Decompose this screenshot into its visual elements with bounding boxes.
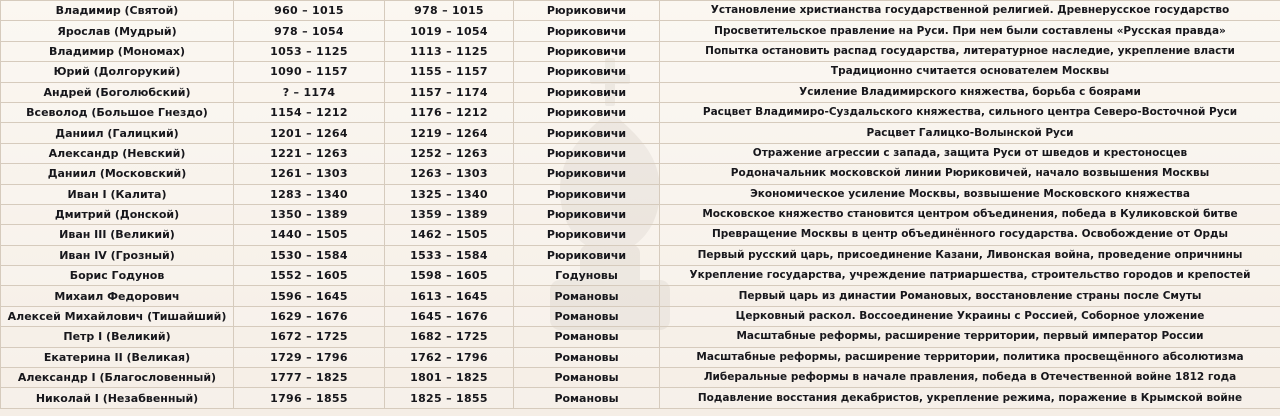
reign-years: 1019 – 1054 (385, 21, 514, 41)
ruler-name: Борис Годунов (1, 266, 234, 286)
table-row (1, 1, 1280, 21)
table-row (1, 368, 1280, 388)
table-row (1, 347, 1280, 367)
ruler-note: Родоначальник московской линии Рюриковичей, начало возвышения Москвы (660, 164, 1280, 184)
table-row (1, 306, 1280, 326)
ruler-name: Иван III (Великий) (1, 225, 234, 245)
reign-years: 1598 – 1605 (385, 266, 514, 286)
reign-years: 1533 – 1584 (385, 245, 514, 265)
table-row (1, 143, 1280, 163)
life-years: 1261 – 1303 (234, 164, 385, 184)
ruler-note: Попытка остановить распад государства, литературное наследие, укрепление власти (660, 41, 1280, 61)
reign-years: 1155 – 1157 (385, 62, 514, 82)
ruler-name: Дмитрий (Донской) (1, 204, 234, 224)
reign-years: 1157 – 1174 (385, 82, 514, 102)
ruler-name: Владимир (Святой) (1, 1, 234, 21)
ruler-name: Иван I (Калита) (1, 184, 234, 204)
dynasty: Рюриковичи (514, 204, 660, 224)
table-row (1, 266, 1280, 286)
dynasty: Рюриковичи (514, 184, 660, 204)
dynasty: Рюриковичи (514, 21, 660, 41)
life-years: 1440 – 1505 (234, 225, 385, 245)
life-years: 1777 – 1825 (234, 368, 385, 388)
reign-years: 1762 – 1796 (385, 347, 514, 367)
table-row (1, 388, 1280, 408)
life-years: 1552 – 1605 (234, 266, 385, 286)
dynasty: Рюриковичи (514, 123, 660, 143)
ruler-note: Масштабные реформы, расширение территории, первый император России (660, 327, 1280, 347)
ruler-name: Александр (Невский) (1, 143, 234, 163)
ruler-note: Усиление Владимирского княжества, борьба с боярами (660, 82, 1280, 102)
ruler-note: Либеральные реформы в начале правления, победа в Отечественной войне 1812 года (660, 368, 1280, 388)
table-row (1, 123, 1280, 143)
dynasty: Романовы (514, 286, 660, 306)
reign-years: 1801 – 1825 (385, 368, 514, 388)
ruler-name: Даниил (Галицкий) (1, 123, 234, 143)
table-row (1, 245, 1280, 265)
dynasty: Романовы (514, 347, 660, 367)
table-row (1, 204, 1280, 224)
reign-years: 1359 – 1389 (385, 204, 514, 224)
table-row (1, 62, 1280, 82)
life-years: 1729 – 1796 (234, 347, 385, 367)
ruler-name: Владимир (Мономах) (1, 41, 234, 61)
reign-years: 1613 – 1645 (385, 286, 514, 306)
ruler-note: Подавление восстания декабристов, укрепление режима, поражение в Крымской войне (660, 388, 1280, 408)
life-years: 1796 – 1855 (234, 388, 385, 408)
life-years: 1221 – 1263 (234, 143, 385, 163)
dynasty: Годуновы (514, 266, 660, 286)
ruler-name: Алексей Михайлович (Тишайший) (1, 306, 234, 326)
ruler-name: Всеволод (Большое Гнездо) (1, 102, 234, 122)
dynasty: Рюриковичи (514, 225, 660, 245)
reign-years: 978 – 1015 (385, 1, 514, 21)
reign-years: 1252 – 1263 (385, 143, 514, 163)
life-years: 1201 – 1264 (234, 123, 385, 143)
ruler-note: Традиционно считается основателем Москвы (660, 62, 1280, 82)
dynasty: Рюриковичи (514, 82, 660, 102)
life-years: 1629 – 1676 (234, 306, 385, 326)
ruler-note: Первый русский царь, присоединение Казани, Ливонская война, проведение опричнины (660, 245, 1280, 265)
reign-years: 1682 – 1725 (385, 327, 514, 347)
dynasty: Рюриковичи (514, 102, 660, 122)
life-years: 1053 – 1125 (234, 41, 385, 61)
ruler-note: Масштабные реформы, расширение территории, политика просвещённого абсолютизма (660, 347, 1280, 367)
dynasty: Рюриковичи (514, 1, 660, 21)
ruler-name: Юрий (Долгорукий) (1, 62, 234, 82)
ruler-name: Екатерина II (Великая) (1, 347, 234, 367)
table-row (1, 102, 1280, 122)
table-row (1, 286, 1280, 306)
life-years: 1090 – 1157 (234, 62, 385, 82)
ruler-note: Установление христианства государственной религией. Древнерусское государство (660, 1, 1280, 21)
dynasty: Романовы (514, 306, 660, 326)
dynasty: Романовы (514, 388, 660, 408)
reign-years: 1263 – 1303 (385, 164, 514, 184)
ruler-name: Михаил Федорович (1, 286, 234, 306)
reign-years: 1176 – 1212 (385, 102, 514, 122)
table-row (1, 184, 1280, 204)
ruler-note: Церковный раскол. Воссоединение Украины с Россией, Соборное уложение (660, 306, 1280, 326)
life-years: ? – 1174 (234, 82, 385, 102)
ruler-note: Первый царь из династии Романовых, восстановление страны после Смуты (660, 286, 1280, 306)
life-years: 1350 – 1389 (234, 204, 385, 224)
life-years: 1530 – 1584 (234, 245, 385, 265)
ruler-note: Расцвет Владимиро-Суздальского княжества, сильного центра Северо-Восточной Руси (660, 102, 1280, 122)
reign-years: 1825 – 1855 (385, 388, 514, 408)
ruler-name: Андрей (Боголюбский) (1, 82, 234, 102)
dynasty: Романовы (514, 368, 660, 388)
reign-years: 1219 – 1264 (385, 123, 514, 143)
table-row (1, 41, 1280, 61)
dynasty: Рюриковичи (514, 62, 660, 82)
ruler-note: Московское княжество становится центром объединения, победа в Куликовской битве (660, 204, 1280, 224)
ruler-name: Петр I (Великий) (1, 327, 234, 347)
life-years: 1596 – 1645 (234, 286, 385, 306)
table-row (1, 82, 1280, 102)
dynasty: Рюриковичи (514, 245, 660, 265)
reign-years: 1462 – 1505 (385, 225, 514, 245)
ruler-note: Укрепление государства, учреждение патриаршества, строительство городов и крепостей (660, 266, 1280, 286)
ruler-name: Даниил (Московский) (1, 164, 234, 184)
life-years: 978 – 1054 (234, 21, 385, 41)
life-years: 960 – 1015 (234, 1, 385, 21)
ruler-note: Превращение Москвы в центр объединённого государства. Освобождение от Орды (660, 225, 1280, 245)
rulers-table-body (1, 1, 1280, 409)
ruler-note: Отражение агрессии с запада, защита Руси от шведов и крестоносцев (660, 143, 1280, 163)
life-years: 1672 – 1725 (234, 327, 385, 347)
table-row (1, 327, 1280, 347)
ruler-note: Просветительское правление на Руси. При нем были составлены «Русская правда» (660, 21, 1280, 41)
reign-years: 1113 – 1125 (385, 41, 514, 61)
reign-years: 1325 – 1340 (385, 184, 514, 204)
dynasty: Романовы (514, 327, 660, 347)
ruler-name: Иван IV (Грозный) (1, 245, 234, 265)
table-row (1, 225, 1280, 245)
ruler-name: Александр I (Благословенный) (1, 368, 234, 388)
dynasty: Рюриковичи (514, 164, 660, 184)
table-row (1, 21, 1280, 41)
reign-years: 1645 – 1676 (385, 306, 514, 326)
ruler-name: Николай I (Незабвенный) (1, 388, 234, 408)
dynasty: Рюриковичи (514, 41, 660, 61)
dynasty: Рюриковичи (514, 143, 660, 163)
ruler-note: Расцвет Галицко-Волынской Руси (660, 123, 1280, 143)
table-row (1, 164, 1280, 184)
ruler-name: Ярослав (Мудрый) (1, 21, 234, 41)
ruler-note: Экономическое усиление Москвы, возвышение Московского княжества (660, 184, 1280, 204)
life-years: 1154 – 1212 (234, 102, 385, 122)
life-years: 1283 – 1340 (234, 184, 385, 204)
